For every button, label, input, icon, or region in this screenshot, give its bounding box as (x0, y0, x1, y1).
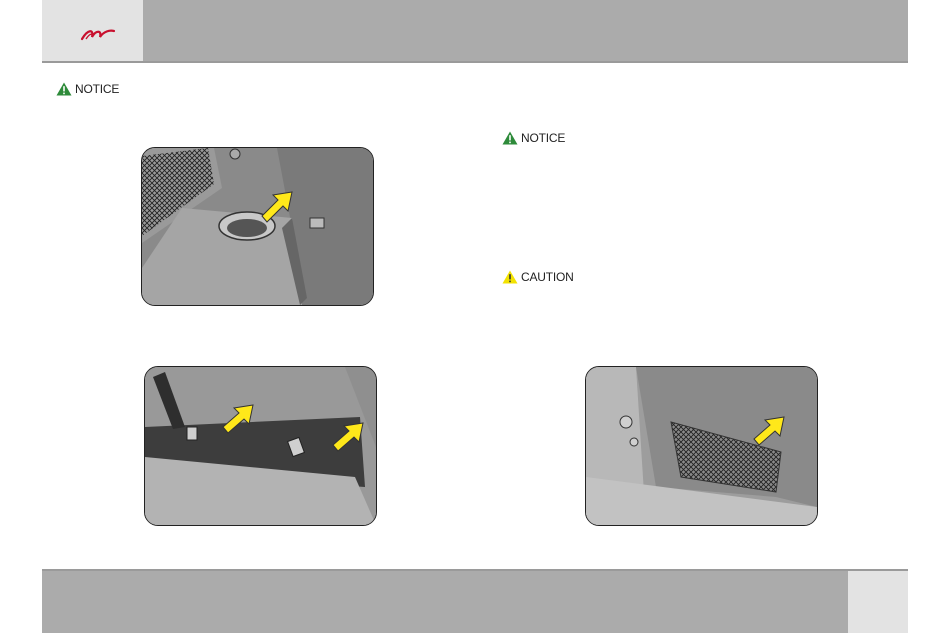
seatback-pocket-illustration (585, 366, 818, 526)
right-notice (502, 131, 565, 145)
header-rule (42, 61, 908, 63)
mahindra-logo-icon (80, 27, 116, 41)
left-notice (56, 82, 119, 96)
cup-holder-illustration (141, 147, 374, 306)
right-notice-label: NOTICE (521, 131, 566, 145)
right-caution (502, 270, 574, 284)
header-bar (143, 0, 908, 61)
warning-triangle-green-icon (56, 82, 72, 96)
warning-triangle-green-icon (502, 131, 518, 145)
warning-triangle-yellow-icon (502, 270, 518, 284)
footer-page-box (848, 571, 908, 633)
footer-bar (42, 571, 848, 633)
left-notice-label: NOTICE (75, 82, 120, 96)
door-storage-illustration (144, 366, 377, 526)
right-caution-label: CAUTION (521, 270, 574, 284)
